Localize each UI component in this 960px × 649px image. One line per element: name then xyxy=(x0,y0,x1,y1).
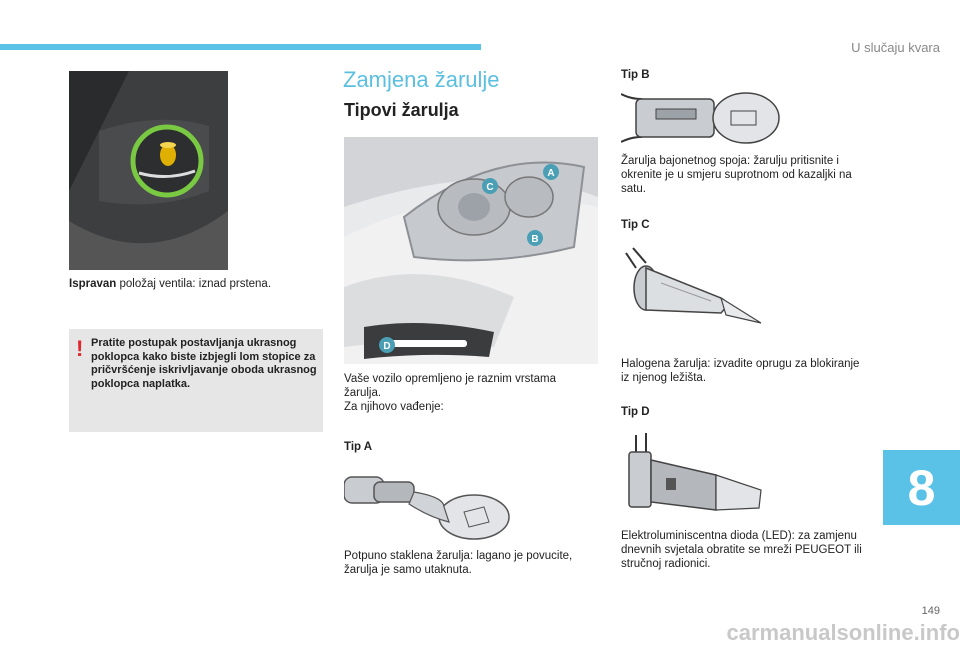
warning-exclamation-icon: ! xyxy=(76,336,84,361)
warning-text: Pratite postupak postavljanja ukrasnog poklopca kako biste izbjegli lom stopice za pričvršćenje iskrivljavanje oboda ukrasnog poklopca naplatka. xyxy=(91,337,317,390)
tip-d-line-3: stručnoj radionici. xyxy=(621,558,711,570)
tip-b-line-3: satu. xyxy=(621,183,646,195)
intro-line-3: Za njihovo vađenje: xyxy=(344,401,444,413)
callout-c xyxy=(482,178,498,194)
tip-c-line-2: iz njenog ležišta. xyxy=(621,372,707,384)
callout-d xyxy=(379,337,395,353)
headlamp-illustration xyxy=(344,137,598,364)
intro-line-2: žarulja. xyxy=(344,387,382,399)
tip-a-line-2: žarulja je samo utaknuta. xyxy=(344,564,472,576)
tip-a-description xyxy=(344,549,594,577)
tip-d-line-1: Elektroluminiscentna dioda (LED): za zamjenu xyxy=(621,530,857,542)
subsection-title: Tipovi žarulja xyxy=(344,100,459,120)
tip-b-title: Tip B xyxy=(621,69,650,81)
section-title: Zamjena žarulje xyxy=(343,67,500,92)
tip-d-bulb-illustration xyxy=(621,430,771,520)
svg-text:B: B xyxy=(531,234,539,245)
callout-b xyxy=(527,230,543,246)
valve-caption-text: položaj ventila: iznad prstena. xyxy=(116,278,272,290)
tip-b-bulb-illustration xyxy=(621,89,781,147)
intro-paragraph xyxy=(344,372,594,414)
tip-d-line-2: dnevnih svjetala obratite se mreži PEUGEOT ili xyxy=(621,544,862,556)
valve-position-illustration xyxy=(69,71,228,270)
tip-b-description xyxy=(621,154,881,196)
tip-a-title: Tip A xyxy=(344,441,373,453)
tip-c-description xyxy=(621,357,881,385)
callout-a xyxy=(543,164,559,180)
tip-a-bulb-illustration xyxy=(344,462,514,542)
tip-a-line-1: Potpuno staklena žarulja: lagano je povucite, xyxy=(344,550,573,562)
intro-line-1: Vaše vozilo opremljeno je raznim vrstama xyxy=(344,373,556,385)
tip-d-title: Tip D xyxy=(621,406,650,418)
tip-c-bulb-illustration xyxy=(621,243,771,343)
chapter-header-title: U slučaju kvara xyxy=(851,40,940,55)
tip-b-line-2: okrenite je u smjeru suprotnom od kazaljki na xyxy=(621,169,852,181)
page-number: 149 xyxy=(921,605,940,617)
header-accent-bar xyxy=(0,44,481,50)
tip-b-line-1: Žarulja bajonetnog spoja: žarulju pritisnite i xyxy=(621,155,839,167)
valve-caption xyxy=(69,277,329,291)
tip-c-line-1: Halogena žarulja: izvadite oprugu za blokiranje xyxy=(621,358,860,370)
tip-d-description xyxy=(621,529,891,571)
svg-text:A: A xyxy=(547,168,555,179)
chapter-number-tab: 8 xyxy=(883,450,960,525)
valve-caption-bold: Ispravan xyxy=(69,278,117,290)
svg-text:C: C xyxy=(486,182,494,193)
tip-c-title: Tip C xyxy=(621,219,650,231)
watermark: carmanualsonline.info xyxy=(726,620,960,645)
svg-text:D: D xyxy=(383,341,391,352)
